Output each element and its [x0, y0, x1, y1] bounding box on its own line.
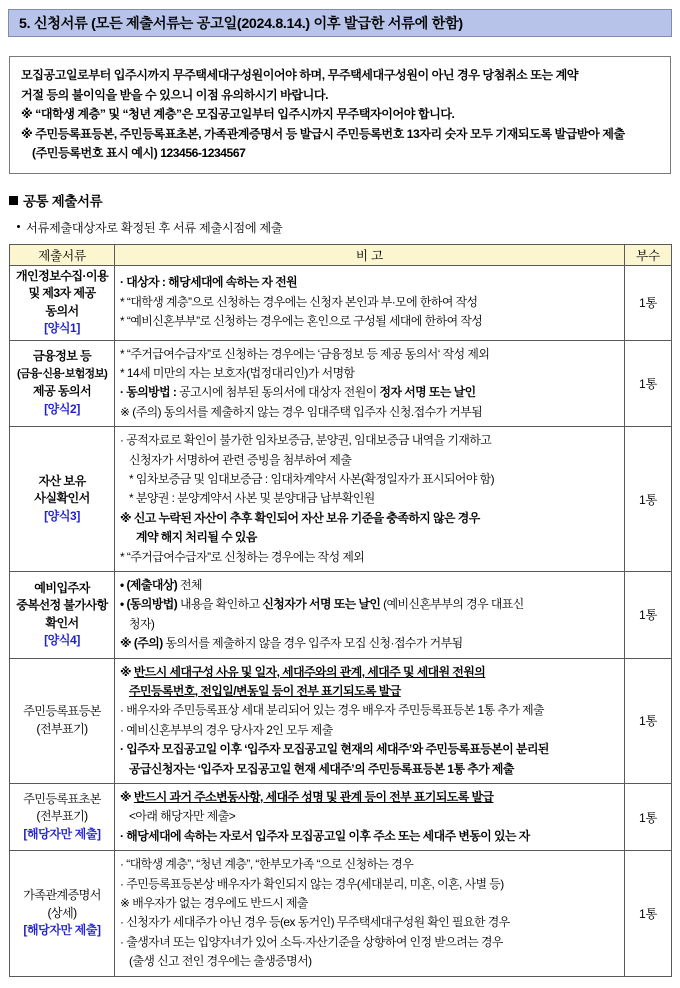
remark-prefix-marker: ※ — [120, 404, 130, 419]
remark-prefix-marker: · — [120, 703, 124, 718]
remark-line — [120, 595, 621, 614]
remark-text: 반드시 과거 주소변동사항, 세대주 성명 및 관계 등이 전부 표기되도록 발급 — [133, 790, 494, 805]
table-row — [10, 571, 672, 658]
document-name-cell — [10, 851, 115, 976]
remark-line — [120, 933, 621, 952]
remark-prefix-marker: ※ — [120, 664, 132, 679]
remark-line — [120, 383, 621, 402]
quantity-cell: 1통 — [625, 851, 672, 976]
remark-prefix-marker: * — [120, 549, 125, 564]
remark-line — [120, 451, 621, 470]
document-name-line: (전부표기) — [36, 809, 88, 824]
remark-prefix-marker: ※ — [120, 636, 132, 651]
form-reference-tag[interactable]: [양식3] — [44, 508, 80, 523]
table-header-row — [10, 244, 672, 265]
document-name-line: (상세) — [47, 905, 77, 920]
document-name-line: 예비입주자 — [34, 580, 90, 595]
table-row — [10, 658, 672, 783]
quantity-cell: 1통 — [625, 427, 672, 572]
document-name-line: 및 제3자 제공 — [28, 286, 96, 300]
column-header-quantity: 부수 — [625, 244, 672, 265]
notice-line: 거절 등의 불이익을 받을 수 있으니 이점 유의하시기 바랍니다. — [21, 87, 329, 102]
remark-prefix-marker: * — [129, 471, 134, 486]
remark-line — [120, 875, 621, 894]
remark-text: 내용을 확인하고 — [179, 597, 263, 612]
remark-text: “대학생 계층”, “청년 계층”, “한부모가족 “으로 신청하는 경우 — [126, 857, 414, 872]
column-header-remarks: 비 고 — [115, 244, 625, 265]
form-reference-tag[interactable]: [해당자만 제출] — [23, 826, 101, 841]
remark-prefix-marker: * — [120, 294, 125, 309]
remark-prefix-marker: * — [120, 314, 125, 329]
document-name-line: 제공 동의서 — [32, 384, 92, 399]
document-name-line: 동의서 — [45, 303, 79, 318]
remark-text: 주민등록번호, 전입일/변동일 등이 전부 표기되도록 발급 — [129, 684, 401, 698]
quantity-cell: 1통 — [625, 571, 672, 658]
document-name-cell — [10, 784, 115, 851]
remark-text: 신청자가 서명 또는 날인 — [262, 597, 381, 612]
remark-text: (동의방법) — [126, 597, 180, 612]
remark-line — [120, 740, 621, 759]
notice-line: ※ “대학생 계층” 및 “청년 계층”은 모집공고일부터 입주시까지 무주택자이어야 합니다. — [21, 107, 455, 121]
remark-prefix-marker: · — [120, 934, 124, 949]
remark-prefix-marker: * — [129, 491, 134, 506]
document-name-line: 확인서 — [45, 615, 79, 630]
remark-prefix-marker: · — [120, 385, 124, 400]
remark-line — [120, 952, 621, 971]
quantity-cell: 1통 — [625, 658, 672, 783]
remark-text: 출생자녀 또는 입양자녀가 있어 소득·자산기준을 상향하여 인정 받으려는 경우 — [126, 934, 503, 949]
remark-prefix-marker: · — [120, 857, 124, 872]
document-name-line: 가족관계증명서 — [23, 888, 101, 903]
remark-line — [120, 807, 621, 826]
remark-text: “대학생 계층”으로 신청하는 경우에는 신청자 본인과 부·모에 한하여 작성 — [126, 294, 478, 309]
remark-text: 배우자와 주민등록표상 세대 분리되어 있는 경우 배우자 주민등록표등본 1통 추가 제출 — [126, 703, 545, 718]
section-title: 5. 신청서류 (모든 제출서류는 공고일(2024.8.14.) 이후 발급한 서류에 한함) — [19, 16, 463, 32]
remark-text: (제출대상) — [126, 577, 180, 592]
common-docs-bullet-text: 서류제출대상자로 확정된 후 서류 제출시점에 제출 — [26, 220, 283, 235]
remarks-cell — [115, 784, 625, 851]
document-name-line: 개인정보수집·이용 — [15, 268, 109, 283]
remark-text: (예비신혼부부의 경우 대표신 — [380, 597, 524, 612]
remark-line — [120, 634, 621, 653]
remark-text: (주의) 동의서를 제출하지 않는 경우 임대주택 입주자 신청.접수가 거부됨 — [132, 404, 483, 419]
document-name-line: 중복선정 불가사항 — [16, 598, 108, 613]
remark-text: 분양권 : 분양계약서 사본 및 분양대금 납부확인원 — [135, 491, 375, 506]
remark-prefix-marker: * — [120, 365, 125, 380]
form-reference-tag[interactable]: [해당자만 제출] — [23, 923, 101, 938]
table-body — [10, 265, 672, 976]
document-name-line: 자산 보유 — [38, 473, 86, 488]
remark-text: 임차보증금 및 임대보증금 : 임대차계약서 사본(확정일자가 표시되어야 함) — [135, 471, 495, 486]
remark-line — [120, 528, 621, 547]
remark-prefix-marker: • — [120, 577, 124, 592]
remark-text: 입주자 모집공고일 이후 ‘입주자 모집공고일 현재의 세대주’와 주민등록표등본이 분리된 — [126, 742, 549, 757]
remark-line — [120, 615, 621, 634]
dot-bullet-icon — [17, 225, 20, 228]
remark-line — [120, 894, 621, 913]
square-bullet-icon — [9, 196, 18, 205]
remark-line — [120, 273, 621, 292]
remark-line — [120, 548, 621, 567]
quantity-cell: 1통 — [625, 784, 672, 851]
remark-text: (출생 신고 전인 경우에는 출생증명서) — [129, 954, 312, 969]
common-docs-heading-text: 공통 제출서류 — [23, 193, 103, 209]
remark-text: 해당세대에 속하는 자로서 입주자 모집공고일 이후 주소 또는 세대주 변동이 있는 자 — [126, 828, 530, 843]
table-row — [10, 427, 672, 572]
remark-prefix-marker: ※ — [120, 790, 132, 805]
remark-text: <아래 해당자만 제출> — [129, 809, 236, 824]
form-reference-tag[interactable]: [양식2] — [44, 401, 80, 416]
document-name-subline: (금융·신용·보험정보) — [16, 367, 108, 380]
section-heading-bar — [8, 9, 672, 37]
quantity-cell: 1통 — [625, 265, 672, 340]
remark-line — [120, 788, 621, 807]
remark-text: 공급신청자는 ‘입주자 모집공고일 현재 세대주’의 주민등록표등본 1통 추가 제출 — [129, 761, 514, 776]
remark-line — [120, 576, 621, 595]
table-row — [10, 851, 672, 976]
remark-line — [120, 431, 621, 450]
remark-prefix-marker: · — [120, 876, 124, 891]
notice-line: (주민등록번호 표시 예시) 123456-1234567 — [32, 146, 246, 160]
remark-text: 14세 미만의 자는 보호자(법정대리인)가 서명함 — [126, 365, 355, 380]
remarks-cell — [115, 658, 625, 783]
remark-prefix-marker: * — [120, 346, 125, 361]
table-row — [10, 265, 672, 340]
remark-line — [120, 403, 621, 422]
remark-prefix-marker: ※ — [120, 510, 132, 525]
common-docs-heading — [9, 191, 680, 210]
form-reference-tag[interactable]: [양식1] — [44, 321, 80, 335]
column-header-document: 제출서류 — [10, 244, 115, 265]
remark-line — [120, 345, 621, 364]
remarks-cell — [115, 340, 625, 427]
remark-text: 주민등록표등본상 배우자가 확인되지 않는 경우(세대분리, 미혼, 이혼, 사별 등) — [126, 876, 504, 891]
table-row — [10, 340, 672, 427]
remark-text: “주거급여수급자”로 신청하는 경우에는 작성 제외 — [126, 549, 365, 564]
remark-line — [120, 663, 621, 682]
remark-prefix-marker: • — [120, 597, 124, 612]
remark-text: 청자) — [129, 616, 155, 631]
remarks-cell — [115, 571, 625, 658]
remark-line — [120, 760, 621, 779]
remarks-cell — [115, 851, 625, 976]
remark-text: 예비신혼부부의 경우 당사자 2인 모두 제출 — [126, 722, 333, 737]
remark-text: 신청자가 세대주가 아닌 경우 등(ex 동거인) 무주택세대구성원 확인 필요한 경우 — [126, 915, 510, 930]
notice-line: ※ 주민등록표등본, 주민등록표초본, 가족관계증명서 등 발급시 주민등록번호 13자리 숫자 모두 기재되도록 발급받아 제출 — [21, 126, 625, 141]
remarks-cell — [115, 265, 625, 340]
document-name-line: 금융정보 등 — [32, 349, 92, 364]
document-name-line: (전부표기) — [36, 721, 88, 736]
remark-text: 반드시 세대구성 사유 및 일자, 세대주와의 관계, 세대주 및 세대원 전원의 — [133, 664, 486, 679]
remark-line — [120, 489, 621, 508]
remark-line — [120, 855, 621, 874]
remark-text: 배우자가 없는 경우에도 반드시 제출 — [132, 896, 308, 911]
remark-text: “주거급여수급자”로 신청하는 경우에는 ‘금융정보 등 제공 동의서‘ 작성 제외 — [126, 346, 490, 361]
document-name-cell — [10, 265, 115, 340]
remark-prefix-marker: · — [120, 722, 124, 737]
remark-text: 신고 누락된 자산이 추후 확인되어 자산 보유 기준을 충족하지 않은 경우 — [133, 510, 480, 525]
remark-prefix-marker: · — [120, 742, 124, 757]
remark-line — [120, 364, 621, 383]
common-docs-bullet — [17, 219, 680, 236]
remark-prefix-marker: · — [120, 433, 124, 448]
remark-line — [120, 312, 621, 331]
remark-line — [120, 509, 621, 528]
remark-text: 동의방법 : — [126, 385, 180, 400]
remark-text: 공적자료로 확인이 불가한 임차보증금, 분양권, 임대보증금 내역을 기재하고 — [126, 433, 492, 448]
document-page — [0, 9, 680, 988]
document-name-line: 사실확인서 — [34, 491, 90, 506]
document-name-cell — [10, 658, 115, 783]
document-name-cell — [10, 340, 115, 427]
document-name-cell — [10, 571, 115, 658]
remark-text: 대상자 : 해당세대에 속하는 자 전원 — [126, 275, 298, 290]
remark-line — [120, 293, 621, 312]
form-reference-tag[interactable]: [양식4] — [44, 633, 80, 648]
table-row — [10, 784, 672, 851]
notice-line: 모집공고일로부터 입주시까지 무주택세대구성원이어야 하며, 무주택세대구성원이 아닌 경우 당첨취소 또는 계약 — [21, 68, 579, 82]
remark-prefix-marker: · — [120, 828, 124, 843]
notice-box — [9, 56, 671, 174]
remark-text: “예비신혼부부”로 신청하는 경우에는 혼인으로 구성될 세대에 한하여 작성 — [126, 314, 483, 329]
remark-line — [120, 913, 621, 932]
document-name-cell — [10, 427, 115, 572]
submission-documents-table — [9, 244, 672, 977]
remarks-cell — [115, 427, 625, 572]
remark-line — [120, 470, 621, 489]
remark-text: 전체 — [179, 577, 202, 592]
remark-prefix-marker: ※ — [120, 896, 130, 911]
remark-text: 계약 해지 처리될 수 있음 — [136, 530, 257, 545]
remark-text: (주의) — [133, 636, 166, 651]
remark-line — [120, 682, 621, 701]
document-name-line: 주민등록표등본 — [23, 704, 101, 719]
document-name-line: 주민등록표초본 — [23, 791, 101, 806]
remark-line — [120, 701, 621, 720]
remark-line — [120, 721, 621, 740]
remark-text: 신청자가 서명하여 관련 증빙을 첨부하여 제출 — [129, 452, 352, 467]
remark-prefix-marker: · — [120, 275, 124, 290]
quantity-cell: 1통 — [625, 340, 672, 427]
remark-text: 정자 서명 또는 날인 — [379, 385, 476, 400]
remark-prefix-marker: · — [120, 915, 124, 930]
remark-line — [120, 827, 621, 846]
remark-text: 공고시에 첨부된 동의서에 대상자 전원이 — [179, 385, 380, 400]
remark-text: 동의서를 제출하지 않을 경우 입주자 모집 신청·접수가 거부됨 — [165, 636, 463, 651]
